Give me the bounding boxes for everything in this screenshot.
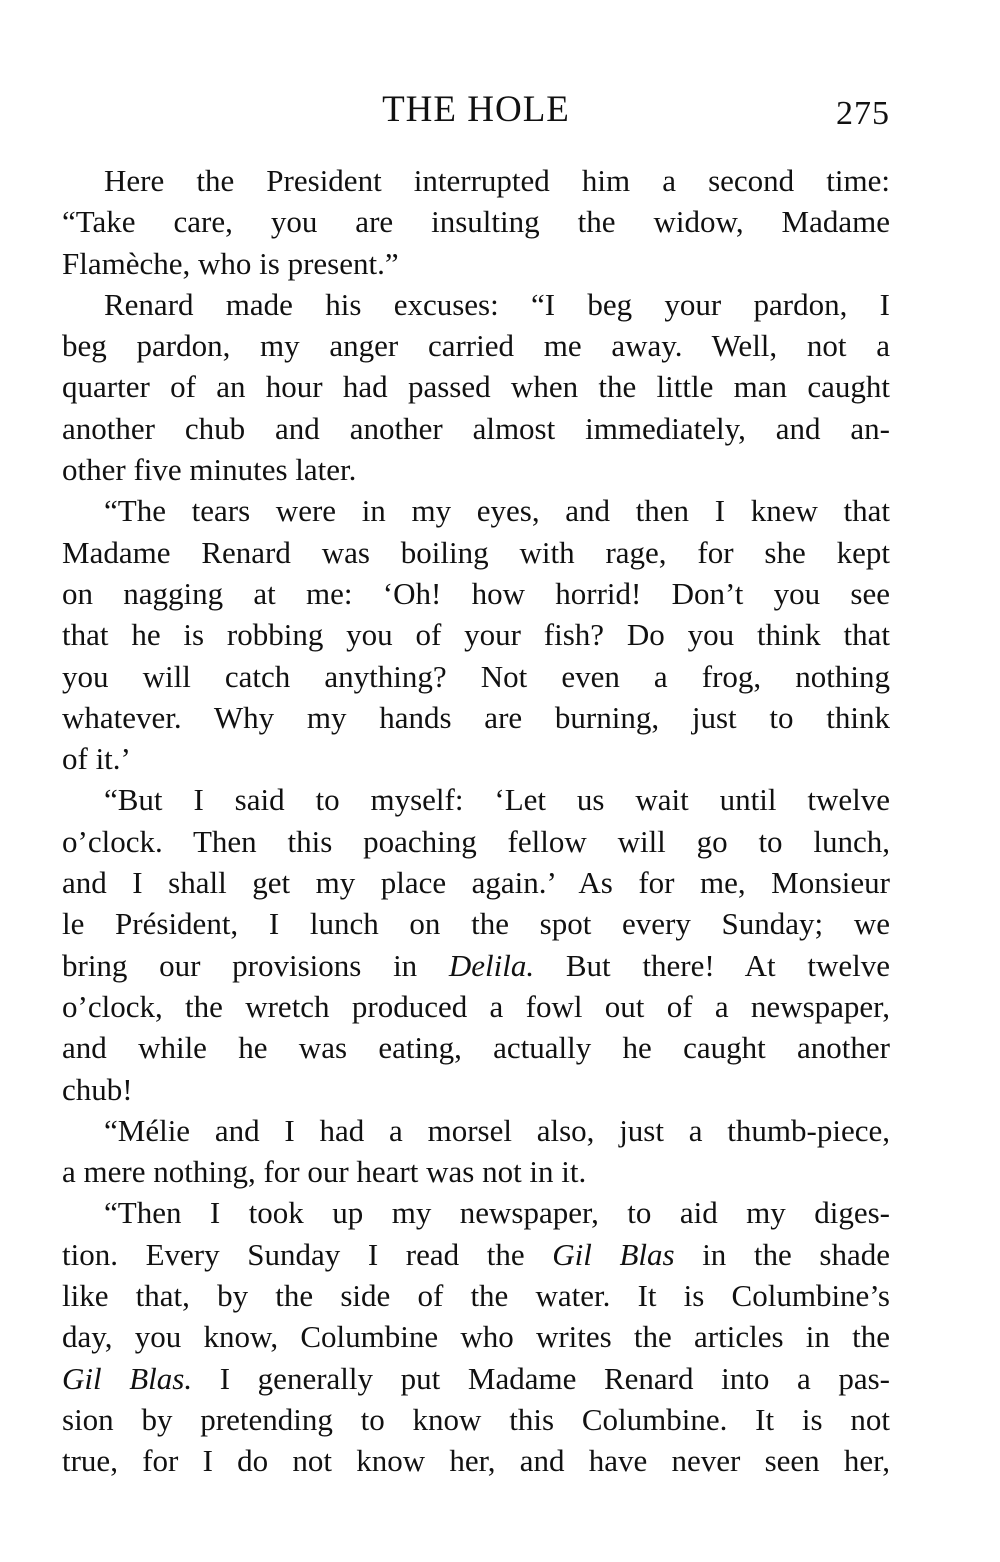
text-line xyxy=(62,945,890,986)
text-segment: But there! At twelve xyxy=(534,947,890,983)
text-line: “The tears were in my eyes, and then I knew that xyxy=(104,493,890,529)
text-line: beg pardon, my anger carried me away. Well, not a xyxy=(62,328,890,364)
text-line: Renard made his excuses: “I beg your pardon, I xyxy=(104,286,890,322)
text-segment: bring our provisions in xyxy=(62,947,449,983)
text-line: and while he was eating, actually he caught another xyxy=(62,1030,890,1066)
running-title: THE HOLE xyxy=(382,89,570,130)
text-line: of it.’ xyxy=(62,741,131,777)
text-line: “Take care, you are insulting the widow, Madame xyxy=(62,204,890,240)
text-line: a mere nothing, for our heart was not in it. xyxy=(62,1154,587,1190)
italic-title: Delila. xyxy=(448,947,535,983)
text-line: you will catch anything? Not even a frog, nothing xyxy=(62,658,890,694)
text-line: like that, by the side of the water. It is Columbine’s xyxy=(62,1278,890,1314)
page-number: 275 xyxy=(836,95,890,132)
text-line: and I shall get my place again.’ As for me, Monsieur xyxy=(62,865,890,901)
text-segment: in the shade xyxy=(674,1236,890,1272)
text-line: another chub and another almost immediately, and an- xyxy=(62,410,890,446)
text-line: o’clock. Then this poaching fellow will go to lunch, xyxy=(62,823,890,859)
text-line: quarter of an hour had passed when the little man caught xyxy=(62,369,890,405)
text-line: le Président, I lunch on the spot every Sunday; we xyxy=(62,906,890,942)
text-line: on nagging at me: ‘Oh! how horrid! Don’t you see xyxy=(62,575,890,611)
text-line: Here the President interrupted him a second time: xyxy=(104,163,890,198)
text-line: other five minutes later. xyxy=(62,452,357,488)
page-header xyxy=(62,82,890,138)
text-segment: I generally put Madame Renard into a pas- xyxy=(192,1360,890,1396)
text-line: chub! xyxy=(62,1071,133,1107)
italic-title: Gil Blas. xyxy=(62,1360,193,1396)
text-line xyxy=(62,1358,890,1399)
text-line: Flamèche, who is present.” xyxy=(62,245,399,281)
text-line: whatever. Why my hands are burning, just to think xyxy=(62,699,890,735)
text-segment: tion. Every Sunday I read the xyxy=(62,1236,553,1272)
text-line: true, for I do not know her, and have never seen her, xyxy=(62,1443,890,1479)
text-line: “But I said to myself: ‘Let us wait until twelve xyxy=(104,782,890,818)
text-line: day, you know, Columbine who writes the articles in the xyxy=(62,1319,890,1355)
text-line xyxy=(62,1234,890,1275)
text-line: “Mélie and I had a morsel also, just a thumb-piece, xyxy=(104,1112,890,1148)
text-line: “Then I took up my newspaper, to aid my diges- xyxy=(104,1195,890,1231)
text-line: that he is robbing you of your fish? Do you think that xyxy=(62,617,890,653)
text-line: o’clock, the wretch produced a fowl out of a newspaper, xyxy=(62,988,890,1024)
text-line: sion by pretending to know this Columbine. It is not xyxy=(62,1401,890,1437)
text-line: Madame Renard was boiling with rage, for she kept xyxy=(62,534,890,570)
italic-title: Gil Blas xyxy=(552,1236,675,1272)
body-text xyxy=(62,160,890,1482)
